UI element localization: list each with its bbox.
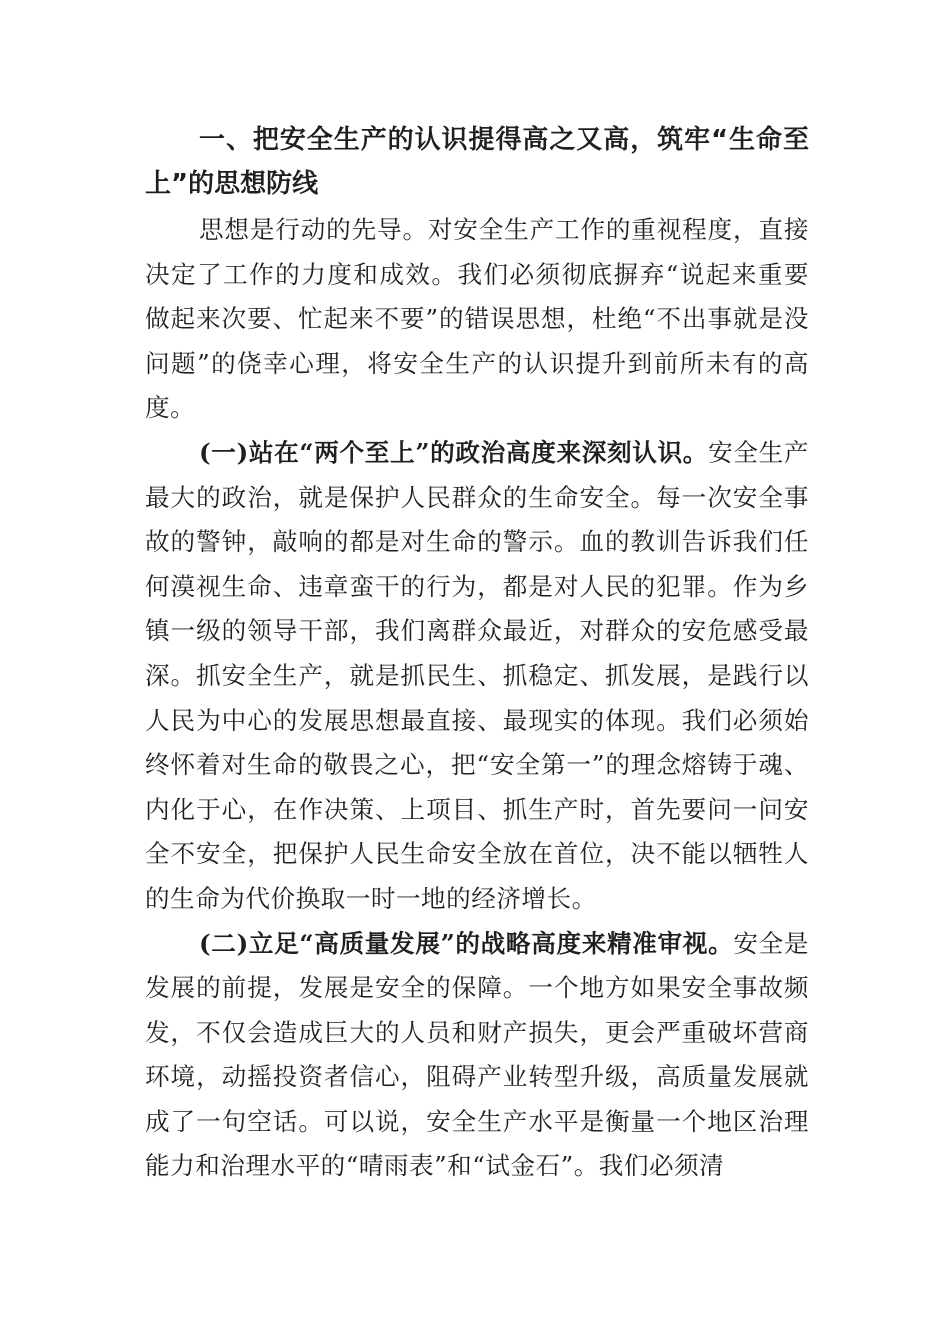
section-heading: 一、把安全生产的认识提得高之又高，筑牢“生命至上”的思想防线	[145, 125, 809, 199]
document-body	[145, 118, 809, 1189]
subheading-section-1: (一)站在“两个至上”的政治高度来深刻认识。	[199, 437, 709, 467]
subheading-section-2: (二)立足“高质量发展”的战略高度来精准审视。	[199, 928, 734, 958]
paragraph-section-2	[145, 922, 809, 1190]
intro-paragraph: 思想是行动的先导。对安全生产工作的重视程度，直接决定了工作的力度和成效。我们必须彻底摒弃“说起来重要做起来次要、忙起来不要”的错误思想，杜绝“不出事就是没问题”的侥幸心理，将安全生产的认识提升到前所未有的高度。	[145, 215, 809, 423]
body-section-1: 安全生产最大的政治，就是保护人民群众的生命安全。每一次安全事故的警钟，敲响的都是对生命的警示。血的教训告诉我们任何漠视生命、违章蛮干的行为，都是对人民的犯罪。作为乡镇一级的领导干部，我们离群众最近，对群众的安危感受最深。抓安全生产，就是抓民生、抓稳定、抓发展，是践行以人民为中心的发展思想最直接、最现实的体现。我们必须始终怀着对生命的敬畏之心，把“安全第一”的理念熔铸于魂、内化于心，在作决策、上项目、抓生产时，首先要问一问安全不安全，把保护人民生命安全放在首位，决不能以牺牲人的生命为代价换取一时一地的经济增长。	[145, 437, 809, 913]
paragraph-section-1	[145, 431, 809, 922]
body-section-2: 安全是发展的前提，发展是安全的保障。一个地方如果安全事故频发，不仅会造成巨大的人员和财产损失，更会严重破坏营商环境，动摇投资者信心，阻碍产业转型升级，高质量发展就成了一句空话。可以说，安全生产水平是衡量一个地区治理能力和治理水平的“晴雨表”和“试金石”。我们必须清	[145, 928, 809, 1181]
